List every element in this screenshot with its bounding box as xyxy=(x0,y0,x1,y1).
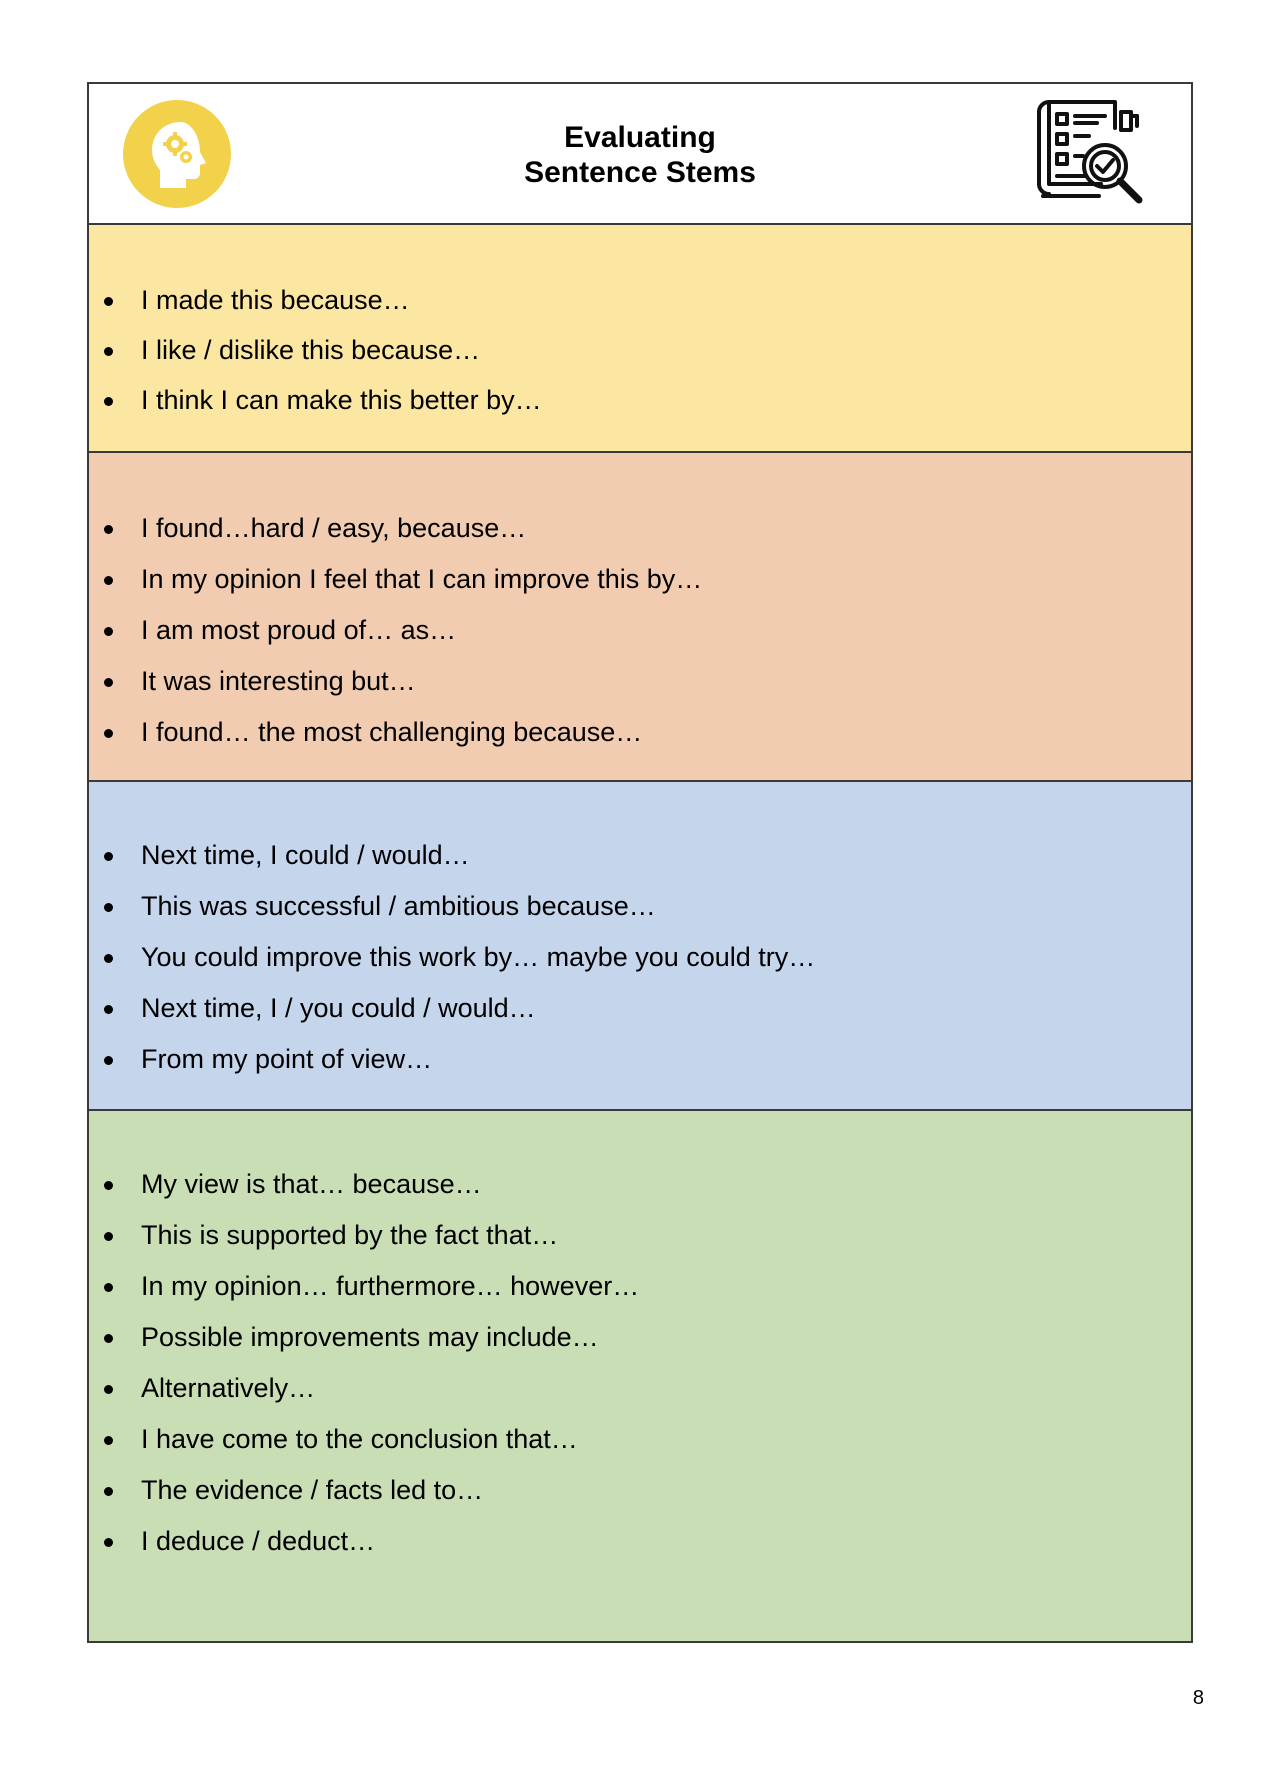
list-item-text: My view is that… because… xyxy=(141,1169,482,1199)
bullet-icon xyxy=(104,627,113,636)
list-item-text: In my opinion… furthermore… however… xyxy=(141,1271,640,1301)
list-item xyxy=(89,554,1191,605)
list-item-text: It was interesting but… xyxy=(141,666,416,696)
list-item xyxy=(89,1261,1191,1312)
page-title xyxy=(89,120,1191,190)
stems-section-4 xyxy=(89,1111,1191,1641)
list-item xyxy=(89,275,1191,325)
list-item-text: I like / dislike this because… xyxy=(141,335,481,365)
bullet-icon xyxy=(104,1538,113,1547)
list-item xyxy=(89,881,1191,932)
card-header xyxy=(89,84,1191,225)
stems-list-2 xyxy=(89,503,1191,758)
list-item xyxy=(89,1034,1191,1085)
list-item xyxy=(89,1312,1191,1363)
list-item xyxy=(89,1465,1191,1516)
bullet-icon xyxy=(104,1232,113,1241)
list-item-text: Possible improvements may include… xyxy=(141,1322,599,1352)
checklist-magnifier-icon xyxy=(1033,96,1147,210)
list-item xyxy=(89,375,1191,425)
stems-section-3 xyxy=(89,782,1191,1111)
list-item-text: I found… the most challenging because… xyxy=(141,717,643,747)
list-item-text: This was successful / ambitious because… xyxy=(141,891,656,921)
stems-list-1 xyxy=(89,275,1191,425)
list-item-text: Next time, I could / would… xyxy=(141,840,470,870)
stems-list-3 xyxy=(89,830,1191,1085)
bullet-icon xyxy=(104,1436,113,1445)
list-item-text: Alternatively… xyxy=(141,1373,316,1403)
stems-section-1 xyxy=(89,225,1191,453)
stems-section-2 xyxy=(89,453,1191,782)
list-item xyxy=(89,325,1191,375)
bullet-icon xyxy=(104,297,113,306)
bullet-icon xyxy=(104,1334,113,1343)
page-number: 8 xyxy=(1192,1687,1204,1709)
bullet-icon xyxy=(104,1283,113,1292)
list-item-text: You could improve this work by… maybe you could try… xyxy=(141,942,816,972)
list-item xyxy=(89,1516,1191,1567)
list-item-text: From my point of view… xyxy=(141,1044,433,1074)
bullet-icon xyxy=(104,1056,113,1065)
list-item xyxy=(89,932,1191,983)
list-item xyxy=(89,1159,1191,1210)
title-line-1: Evaluating xyxy=(564,121,716,154)
list-item xyxy=(89,983,1191,1034)
list-item-text: The evidence / facts led to… xyxy=(141,1475,484,1505)
list-item xyxy=(89,1363,1191,1414)
list-item-text: I have come to the conclusion that… xyxy=(141,1424,578,1454)
bullet-icon xyxy=(104,576,113,585)
bullet-icon xyxy=(104,1385,113,1394)
stems-list-4 xyxy=(89,1159,1191,1567)
list-item-text: I am most proud of… as… xyxy=(141,615,457,645)
bullet-icon xyxy=(104,525,113,534)
list-item-text: This is supported by the fact that… xyxy=(141,1220,559,1250)
list-item xyxy=(89,605,1191,656)
bullet-icon xyxy=(104,1487,113,1496)
list-item-text: In my opinion I feel that I can improve this by… xyxy=(141,564,703,594)
bullet-icon xyxy=(104,678,113,687)
bullet-icon xyxy=(104,1181,113,1190)
bullet-icon xyxy=(104,397,113,406)
bullet-icon xyxy=(104,954,113,963)
list-item-text: I made this because… xyxy=(141,285,410,315)
bullet-icon xyxy=(104,347,113,356)
list-item-text: I think I can make this better by… xyxy=(141,385,542,415)
list-item xyxy=(89,503,1191,554)
list-item xyxy=(89,707,1191,758)
list-item-text: I deduce / deduct… xyxy=(141,1526,376,1556)
sentence-stems-card xyxy=(87,82,1193,1643)
bullet-icon xyxy=(104,852,113,861)
list-item xyxy=(89,830,1191,881)
list-item xyxy=(89,1414,1191,1465)
bullet-icon xyxy=(104,1005,113,1014)
bullet-icon xyxy=(104,903,113,912)
title-line-2: Sentence Stems xyxy=(524,156,756,189)
bullet-icon xyxy=(104,729,113,738)
list-item-text: I found…hard / easy, because… xyxy=(141,513,527,543)
list-item xyxy=(89,656,1191,707)
list-item-text: Next time, I / you could / would… xyxy=(141,993,536,1023)
list-item xyxy=(89,1210,1191,1261)
